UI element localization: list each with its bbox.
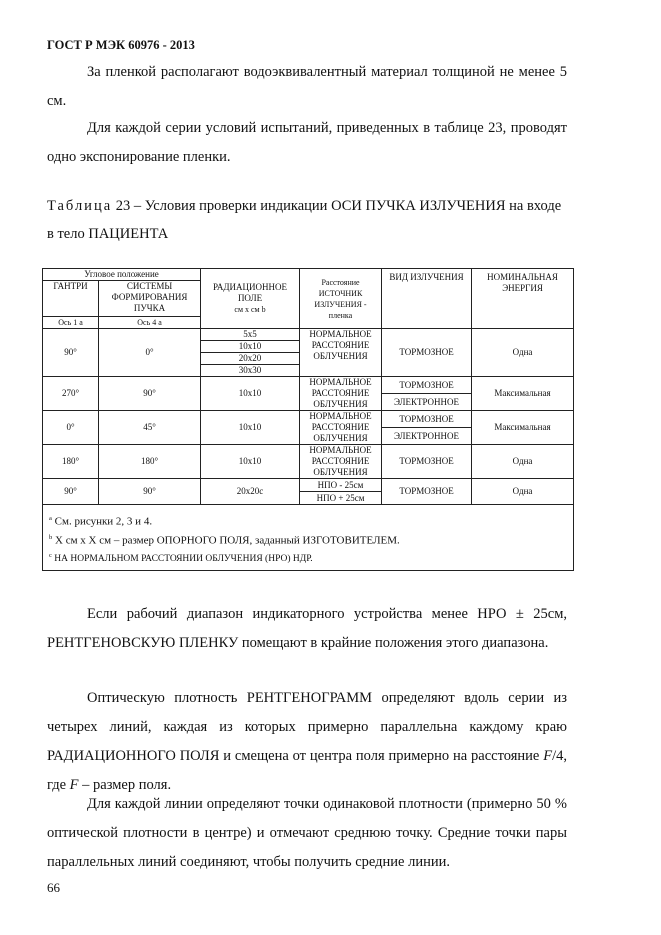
cell-type: ТОРМОЗНОЕ [382, 445, 472, 479]
table-caption [47, 192, 567, 248]
cell-energy: Одна [472, 329, 574, 377]
cell-type: ЭЛЕКТРОННОЕ [382, 394, 472, 411]
cell-gantry: 90° [43, 329, 99, 377]
cell-field: 20x20c [201, 479, 300, 505]
page-number: 66 [47, 880, 60, 895]
cell-type: ТОРМОЗНОЕ [382, 479, 472, 505]
table-row [43, 377, 574, 394]
header-type: ВИД ИЗЛУЧЕНИЯ [382, 269, 472, 329]
cell-collimator: 180° [99, 445, 201, 479]
header-axis-4: Ось 4 a [99, 317, 201, 329]
table-row [43, 411, 574, 428]
cell-distance: НОРМАЛЬНОЕ РАССТОЯНИЕ ОБЛУЧЕНИЯ [300, 377, 382, 411]
cell-field: 30x30 [201, 365, 300, 377]
header-gantry: ГАНТРИ [43, 281, 99, 317]
paragraph: Для каждой серии условий испытаний, приведенных в таблице 23, проводят одно экспонирование пленки. [47, 120, 567, 165]
conditions-table [42, 268, 574, 571]
header-collimator: СИСТЕМЫ ФОРМИРОВАНИЯ ПУЧКА [99, 281, 201, 317]
table-row [43, 445, 574, 479]
cell-energy: Максимальная [472, 411, 574, 445]
cell-distance: НОРМАЛЬНОЕ РАССТОЯНИЕ ОБЛУЧЕНИЯ [300, 329, 382, 377]
table-notes: $^a$ См. рисунки 2, 3 и 4. $^b$ Х см х Х см – размер ОПОРНОГО ПОЛЯ, заданный ИЗГОТОВИТЕЛЕМ. $^c$ НА НОРМАЛЬНОМ РАССТОЯНИИ ОБЛУЧЕНИЯ (НРО) НДР. [43, 505, 574, 571]
cell-field: 10x10 [201, 411, 300, 445]
header-angular-position: Угловое положение [43, 269, 201, 281]
cell-gantry: 270° [43, 377, 99, 411]
paragraph: За пленкой располагают водоэквивалентный материал толщиной не менее 5 см. [47, 64, 567, 109]
caption-text: 23 – Условия проверки индикации ОСИ ПУЧКА ИЗЛУЧЕНИЯ на входе в тело ПАЦИЕНТА [47, 198, 562, 242]
cell-field: 5x5 [201, 329, 300, 341]
cell-energy: Одна [472, 479, 574, 505]
header-distance: Расстояние ИСТОЧНИК ИЗЛУЧЕНИЯ - пленка [300, 269, 382, 329]
cell-field: 10x10 [201, 377, 300, 411]
cell-energy: Максимальная [472, 377, 574, 411]
cell-field: 10x10 [201, 445, 300, 479]
cell-field: 20x20 [201, 353, 300, 365]
cell-gantry: 180° [43, 445, 99, 479]
cell-collimator: 90° [99, 377, 201, 411]
document-header: ГОСТ Р МЭК 60976 - 2013 [47, 38, 195, 52]
cell-distance: НПО + 25см [300, 492, 382, 505]
paragraph: Оптическую плотность РЕНТГЕНОГРАММ определяют вдоль серии из четырех линий, каждая из которых примерно параллельна каждому краю РАДИАЦИОННОГО ПОЛЯ и смещена от центра поля примерно на расстояние F/4, где F – размер поля. [47, 690, 567, 793]
cell-type: ТОРМОЗНОЕ [382, 411, 472, 428]
cell-distance: НПО - 25см [300, 479, 382, 492]
cell-energy: Одна [472, 445, 574, 479]
cell-collimator: 90° [99, 479, 201, 505]
cell-distance: НОРМАЛЬНОЕ РАССТОЯНИЕ ОБЛУЧЕНИЯ [300, 411, 382, 445]
caption-label: Таблица [47, 198, 113, 214]
header-axis-1: Ось 1 a [43, 317, 99, 329]
cell-collimator: 45° [99, 411, 201, 445]
cell-distance: НОРМАЛЬНОЕ РАССТОЯНИЕ ОБЛУЧЕНИЯ [300, 445, 382, 479]
table-row [43, 329, 574, 341]
cell-type: ТОРМОЗНОЕ [382, 329, 472, 377]
cell-type: ТОРМОЗНОЕ [382, 377, 472, 394]
paragraph: Для каждой линии определяют точки одинаковой плотности (примерно 50 % оптической плотности в центре) и отмечают среднюю точку. Средние точки пары параллельных линий соединяют, чтобы получить средние линии. [47, 796, 567, 870]
cell-field: 10x10 [201, 341, 300, 353]
table-row [43, 479, 574, 492]
header-field: РАДИАЦИОННОЕ ПОЛЕ см х см b [201, 269, 300, 329]
cell-collimator: 0° [99, 329, 201, 377]
cell-gantry: 0° [43, 411, 99, 445]
paragraph: Если рабочий диапазон индикаторного устройства менее НРО ± 25см, РЕНТГЕНОВСКУЮ ПЛЕНКУ помещают в крайние положения этого диапазона. [47, 606, 567, 651]
header-energy: НОМИНАЛЬНАЯ ЭНЕРГИЯ [472, 269, 574, 329]
cell-gantry: 90° [43, 479, 99, 505]
cell-type: ЭЛЕКТРОННОЕ [382, 428, 472, 445]
